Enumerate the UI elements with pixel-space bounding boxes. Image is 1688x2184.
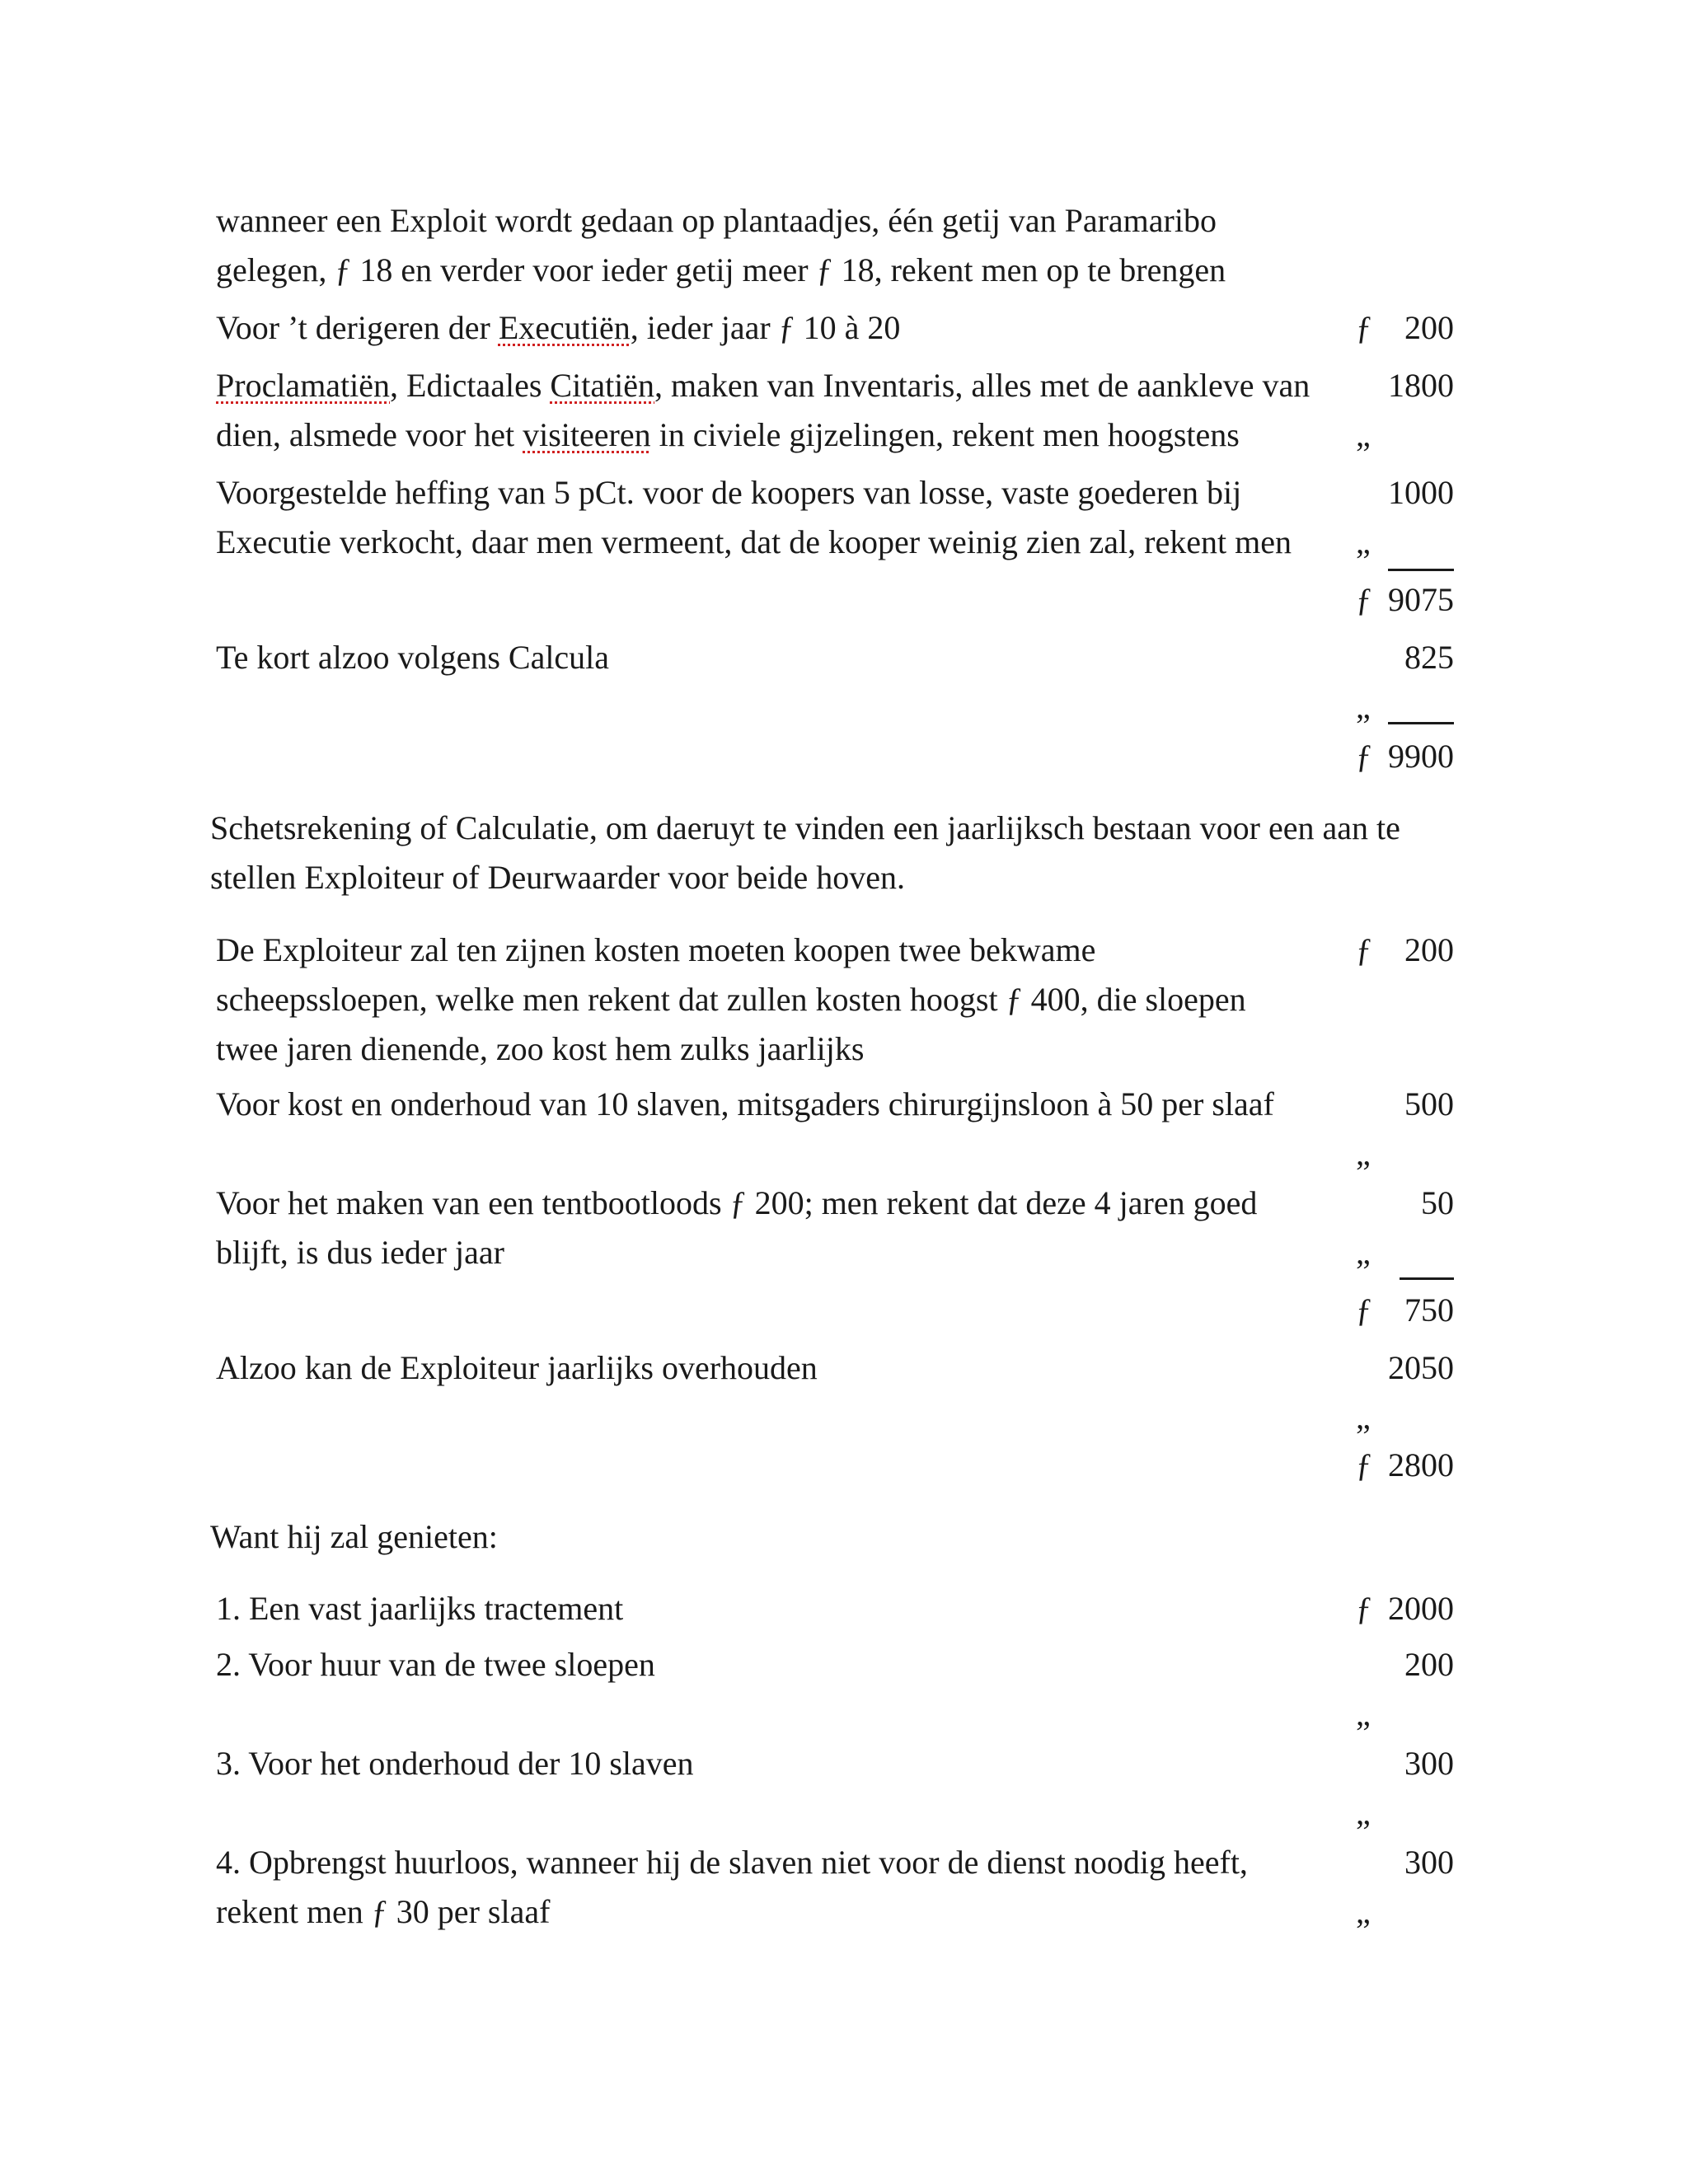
amount: 200 (1404, 309, 1454, 346)
florin-sign: ƒ (1356, 1590, 1372, 1627)
text-line: Voorgestelde heffing van 5 pCt. voor de koopers van losse, vaste goederen bij (216, 474, 1242, 511)
amount: 2050 (1388, 1349, 1454, 1386)
ditto-mark: „ (1356, 688, 1371, 725)
florin-sign: ƒ (1356, 1446, 1372, 1483)
text-line: Executie verkocht, daar men vermeent, dat de kooper weinig zien zal, rekent men (216, 523, 1292, 560)
amount: 300 (1404, 1844, 1454, 1881)
ditto-mark: „ (1356, 1893, 1371, 1930)
subtotal-amount: 750 (1404, 1291, 1454, 1329)
ditto-mark: „ (1356, 1695, 1371, 1732)
text-line: gelegen, ƒ 18 en verder voor ieder getij meer ƒ 18, rekent men op te brengen (216, 251, 1226, 288)
text-fragment: in civiele gijzelingen, rekent men hoogstens (650, 416, 1240, 453)
text-line (216, 416, 1240, 453)
ditto-mark: „ (1356, 1794, 1371, 1831)
amount: 2000 (1388, 1590, 1454, 1627)
text-line: scheepssloepen, welke men rekent dat zullen kosten hoogst ƒ 400, die sloepen (216, 981, 1246, 1018)
florin-sign: ƒ (1356, 581, 1372, 618)
text-line: Voor het maken van een tentbootloods ƒ 200; men rekent dat deze 4 jaren goed (216, 1184, 1258, 1221)
subtotal-amount: 9075 (1388, 581, 1454, 618)
text-line: wanneer een Exploit wordt gedaan op plantaadjes, één getij van Paramaribo (216, 202, 1217, 239)
list-item: 2. Voor huur van de twee sloepen (216, 1646, 655, 1683)
total-amount: 9900 (1388, 738, 1454, 775)
amount: 1800 (1388, 367, 1454, 404)
total-amount: 2800 (1388, 1446, 1454, 1483)
text-fragment: , Edictaales (390, 367, 551, 404)
text-line: Te kort alzoo volgens Calcula (216, 639, 610, 676)
text-fragment: , ieder jaar ƒ 10 à 20 (630, 309, 901, 346)
amount: 200 (1404, 1646, 1454, 1683)
ditto-mark: „ (1356, 1234, 1371, 1271)
florin-sign: ƒ (1356, 931, 1372, 968)
ditto-mark: „ (1356, 416, 1371, 453)
text-line (216, 309, 901, 346)
amount: 50 (1421, 1184, 1454, 1221)
list-item: 1. Een vast jaarlijks tractement (216, 1590, 624, 1627)
text-fragment: Voor ’t derigeren der (216, 309, 499, 346)
text-line: twee jaren dienende, zoo kost hem zulks jaarlijks (216, 1030, 865, 1067)
ditto-mark: „ (1356, 523, 1371, 560)
amount: 500 (1404, 1085, 1454, 1122)
spellcheck-word: Citatiën (550, 367, 655, 404)
text-line: De Exploiteur zal ten zijnen kosten moeten koopen twee bekwame (216, 931, 1096, 968)
sum-rule (1388, 722, 1454, 724)
florin-sign: ƒ (1356, 1291, 1372, 1329)
florin-sign: ƒ (1356, 738, 1372, 775)
section-heading-line: Want hij zal genieten: (210, 1518, 498, 1555)
list-item: 3. Voor het onderhoud der 10 slaven (216, 1745, 694, 1782)
amount: 1000 (1388, 474, 1454, 511)
sum-rule (1388, 569, 1454, 571)
spellcheck-word: Proclamatiën (216, 367, 391, 404)
text-line: Voor kost en onderhoud van 10 slaven, mitsgaders chirurgijnsloon à 50 per slaaf (216, 1085, 1274, 1122)
list-item: 4. Opbrengst huurloos, wanneer hij de slaven niet voor de dienst noodig heeft, (216, 1844, 1248, 1881)
text-line (216, 369, 1310, 402)
ditto-mark: „ (1356, 1135, 1371, 1172)
section-heading-line: Schetsrekening of Calculatie, om daeruyt te vinden een jaarlijksch bestaan voor een aan te (210, 809, 1400, 846)
sum-rule (1400, 1277, 1454, 1280)
amount: 200 (1404, 931, 1454, 968)
text-fragment: , maken van Inventaris, alles met de aankleve van (654, 367, 1311, 404)
text-line: rekent men ƒ 30 per slaaf (216, 1893, 551, 1930)
spellcheck-word: Executiën (498, 309, 631, 346)
amount: 825 (1404, 639, 1454, 676)
text-fragment: dien, alsmede voor het (216, 416, 523, 453)
text-line: blijft, is dus ieder jaar (216, 1234, 504, 1271)
amount: 300 (1404, 1745, 1454, 1782)
spellcheck-word: visiteeren (523, 416, 651, 453)
section-heading-line: stellen Exploiteur of Deurwaarder voor beide hoven. (210, 859, 906, 896)
text-line: Alzoo kan de Exploiteur jaarlijks overhouden (216, 1349, 818, 1386)
ditto-mark: „ (1356, 1399, 1371, 1436)
florin-sign: ƒ (1356, 309, 1372, 346)
